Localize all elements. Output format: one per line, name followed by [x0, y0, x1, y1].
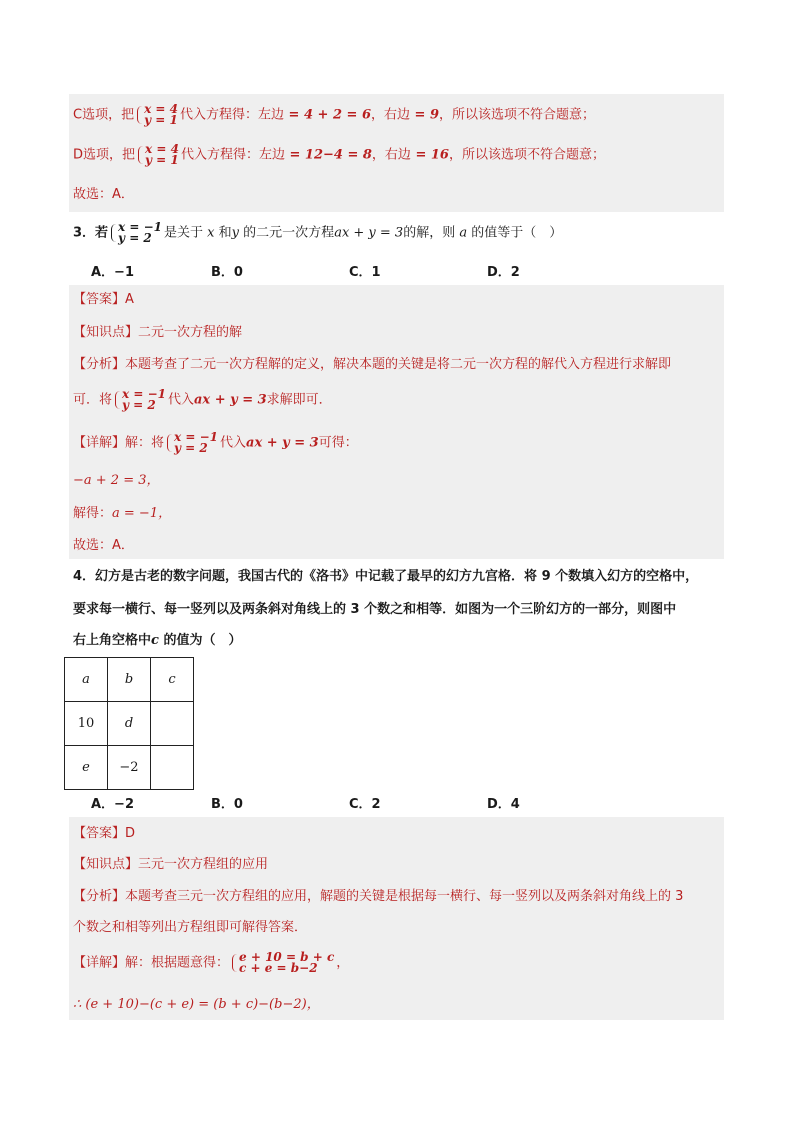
- grid-cell: c: [151, 658, 194, 702]
- q3-stem: 3．若 x = −1 y = 2 是关于 x 和y 的二元一次方程ax + y = 3的解，则 a 的值等于（ ）: [73, 220, 563, 245]
- grid-cell: 10: [65, 702, 108, 746]
- magic-square-grid: [64, 657, 194, 790]
- q4-detail: 【详解】解：根据题意得： e + 10 = b + c c + e = b−2 ，: [73, 950, 350, 975]
- q3-step-2: 解得：a = −1，: [73, 506, 172, 521]
- q4-stem-2: 要求每一横行、每一竖列以及两条斜对角线上的 3 个数之和相等．如图为一个三阶幻方的一部分，则图中: [73, 602, 677, 617]
- q4-option-a[interactable]: A．−2: [91, 797, 134, 812]
- solution-system: x = 4 y = 1: [137, 144, 179, 166]
- q4-answer: 【答案】D: [73, 826, 136, 841]
- q3-step-1: −a + 2 = 3，: [73, 473, 160, 488]
- q4-knowledge: 【知识点】三元一次方程组的应用: [73, 857, 269, 872]
- grid-cell: e: [65, 746, 108, 790]
- q3-detail: 【详解】解：将 x = −1 y = 2 代入ax + y = 3可得：: [73, 430, 358, 455]
- grid-cell: b: [108, 658, 151, 702]
- solution-system: x = 4 y = 1: [136, 104, 178, 126]
- q4-stem-3: 右上角空格中c 的值为（ ）: [73, 633, 242, 648]
- option-c-prefix: C选项，把: [73, 107, 135, 123]
- q4-option-d[interactable]: D．4: [487, 797, 520, 812]
- q4-stem-1: 4．幻方是古老的数字问题，我国古代的《洛书》中记载了最早的幻方九宫格．将 9 个数填入幻方的空格中，: [73, 569, 699, 584]
- q3-answer: 【答案】A: [73, 292, 134, 307]
- q3-system: x = −1 y = 2: [110, 222, 162, 244]
- q4-option-b[interactable]: B．0: [211, 797, 243, 812]
- q3-option-d[interactable]: D．2: [487, 265, 520, 280]
- q4-option-c[interactable]: C．2: [349, 797, 381, 812]
- grid-cell: [151, 746, 194, 790]
- q4-analysis-1: 【分析】本题考查三元一次方程组的应用，解题的关键是根据每一横行、每一竖列以及两条斜对角线上的 3: [73, 889, 684, 904]
- q3-option-a[interactable]: A．−1: [91, 265, 134, 280]
- q3-analysis-1: 【分析】本题考查了二元一次方程解的定义，解决本题的关键是将二元一次方程的解代入方程进行求解即: [73, 357, 672, 372]
- q3-option-c[interactable]: C．1: [349, 265, 381, 280]
- q4-step-1: ∴ (e + 10)−(c + e) = (b + c)−(b−2)，: [73, 997, 320, 1012]
- q4-analysis-2: 个数之和相等列出方程组即可解得答案．: [73, 920, 308, 935]
- option-d-check: D选项，把 x = 4 y = 1 代入方程得：左边 = 12−4 = 8，右边 = 16，所以该选项不符合题意；: [73, 142, 605, 167]
- grid-cell: −2: [108, 746, 151, 790]
- q3-choose: 故选：A．: [73, 538, 134, 553]
- q3-analysis-2: 可．将 x = −1 y = 2 代入ax + y = 3求解即可．: [73, 387, 332, 412]
- q3-knowledge: 【知识点】二元一次方程的解: [73, 325, 243, 340]
- grid-cell: d: [108, 702, 151, 746]
- grid-cell: a: [65, 658, 108, 702]
- option-c-check: C选项，把 x = 4 y = 1 代入方程得：左边 = 4 + 2 = 6，右边 = 9，所以该选项不符合题意；: [73, 102, 596, 127]
- prev-choose: 故选：A．: [73, 187, 134, 202]
- q3-option-b[interactable]: B．0: [211, 265, 243, 280]
- grid-cell: [151, 702, 194, 746]
